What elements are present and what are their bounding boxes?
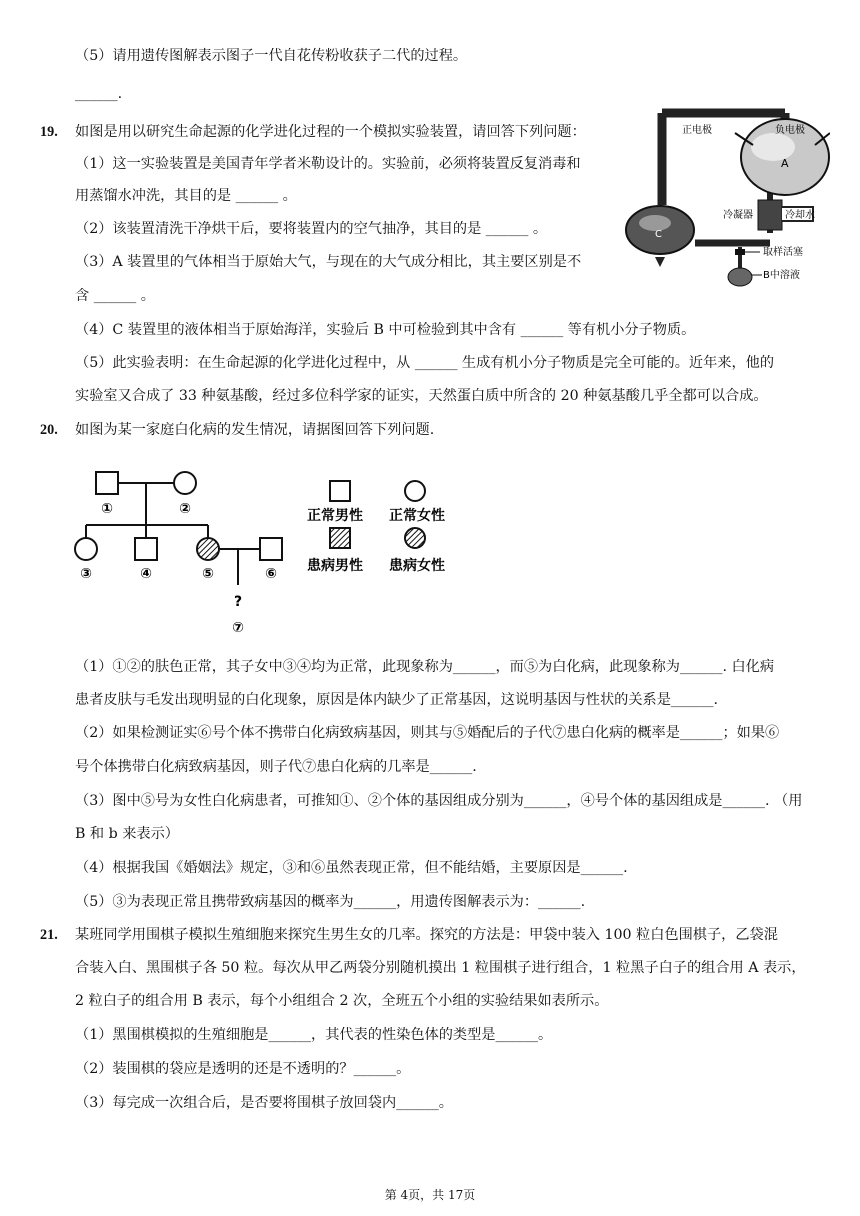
q21-number: 21. [40,927,58,943]
q19-number: 19. [40,124,58,140]
q20-item1a: （1）①②的肤色正常，其子女中③④均为正常，此现象称为______，而⑤为白化病，此现象称为______. 白化病 [75,659,775,675]
pedigree-chart [60,460,300,640]
pedigree-label-4: ④ [140,566,152,582]
q20-stem: 如图为某一家庭白化病的发生情况，请据图回答下列问题. [75,422,435,438]
q21-stem-c: 2 粒白子的组合用 B 表示，每个小组组合 2 次，全班五个小组的实验结果如表所示。 [75,993,609,1009]
legend-normal-female-symbol [405,481,425,501]
pedigree-label-2: ② [179,501,191,517]
label-sampling-stopcock: 取样活塞 [763,247,803,258]
label-positive-electrode: 正电极 [682,125,712,136]
q19-item1a: （1）这一实验装置是美国青年学者米勒设计的。实验前，必须将装置反复消毒和 [75,156,581,172]
label-condenser: 冷凝器 [723,210,753,221]
pedigree-female-2 [174,472,196,494]
pedigree-label-5: ⑤ [202,566,214,582]
label-flask-a: A [781,157,789,170]
q20-item3b: B 和 b 来表示） [75,826,179,842]
q19-item5b: 实验室又合成了 33 种氨基酸，经过多位科学家的证实，天然蛋白质中所含的 20 种氨基酸几乎全都可以合成。 [75,388,768,404]
pedigree-male-1 [96,472,118,494]
q20-item5: （5）③为表现正常且携带致病基因的概率为______，用遗传图解表示为：______. [75,894,586,910]
q20-item2b: 号个体携带白化病致病基因，则子代⑦患白化病的几率是______. [75,759,477,775]
q18-answer-blank: ______. [75,86,123,102]
legend-normal-female: 正常女性 [389,508,445,524]
legend-affected-male-symbol [330,528,350,548]
q19-item1b: 用蒸馏水冲洗，其目的是 ______ 。 [75,188,297,204]
q20-number: 20. [40,422,58,438]
q21-item3: （3）每完成一次组合后，是否要将围棋子放回袋内______。 [75,1095,453,1111]
q19-item5a: （5）此实验表明：在生命起源的化学进化过程中，从 ______ 生成有机小分子物质是完全可能的。近年来，他的 [75,355,775,371]
q21-stem-b: 合装入白、黑围棋子各 50 粒。每次从甲乙两袋分别随机摸出 1 粒围棋子进行组合，1 粒黑子白子的组合用 A 表示， [75,960,806,976]
label-b-solution: B中溶液 [763,270,800,281]
q21-item2: （2）装围棋的袋应是透明的还是不透明的？______。 [75,1061,411,1077]
q19-stem: 如图是用以研究生命起源的化学进化过程的一个模拟实验装置，请回答下列问题： [75,124,586,140]
q19-item2: （2）该装置清洗干净烘干后，要将装置内的空气抽净，其目的是 ______ 。 [75,221,548,237]
legend-normal-male: 正常男性 [307,508,363,524]
q20-item3a: （3）图中⑤号为女性白化病患者，可推知①、②个体的基因组成分别为______，④号个体的基因组成是______. （用 [75,793,803,809]
q19-item4: （4）C 装置里的液体相当于原始海洋，实验后 B 中可检验到其中含有 ______ 等有机小分子物质。 [75,322,696,338]
legend-affected-female: 患病女性 [389,558,445,574]
pedigree-label-1: ① [101,501,113,517]
pedigree-label-7: ⑦ [232,620,244,636]
q20-item1b: 患者皮肤与毛发出现明显的白化现象，原因是体内缺少了正常基因，这说明基因与性状的关系是______. [75,692,718,708]
legend-affected-female-symbol [405,528,425,548]
pedigree-label-6: ⑥ [265,566,277,582]
q19-item3a: （3）A 装置里的气体相当于原始大气，与现在的大气成分相比，其主要区别是不 [75,254,582,270]
pedigree-male-4 [135,538,157,560]
pedigree-female-3 [75,538,97,560]
q21-stem-a: 某班同学用围棋子模拟生殖细胞来探究生男生女的几率。探究的方法是：甲袋中装入 100 粒白色围棋子，乙袋混 [75,927,778,943]
pedigree-label-3: ③ [80,566,92,582]
pedigree-legend [305,478,465,578]
q21-item1: （1）黑围棋模拟的生殖细胞是______，其代表的性染色体的类型是______。 [75,1027,553,1043]
q19-item3b: 含 ______ 。 [75,288,155,304]
miller-apparatus-figure [625,105,830,295]
legend-normal-male-symbol [330,481,350,501]
pedigree-female-5-affected [197,538,219,560]
pedigree-male-6 [260,538,282,560]
q20-item2a: （2）如果检测证实⑥号个体不携带白化病致病基因，则其与⑤婚配后的子代⑦患白化病的概率是______；如果⑥ [75,725,780,741]
legend-affected-male: 患病男性 [307,558,363,574]
q20-item4: （4）根据我国《婚姻法》规定，③和⑥虽然表现正常，但不能结婚，主要原因是______. [75,860,628,876]
label-cooling-water: 冷却水 [785,210,815,221]
label-flask-c: C [655,229,662,240]
q18-item5: （5）请用遗传图解表示图子一代自花传粉收获子二代的过程。 [75,48,468,64]
page-footer: 第 4页，共 17页 [384,1188,476,1202]
pedigree-label-question: ? [233,594,243,610]
label-negative-electrode: 负电极 [775,125,805,136]
